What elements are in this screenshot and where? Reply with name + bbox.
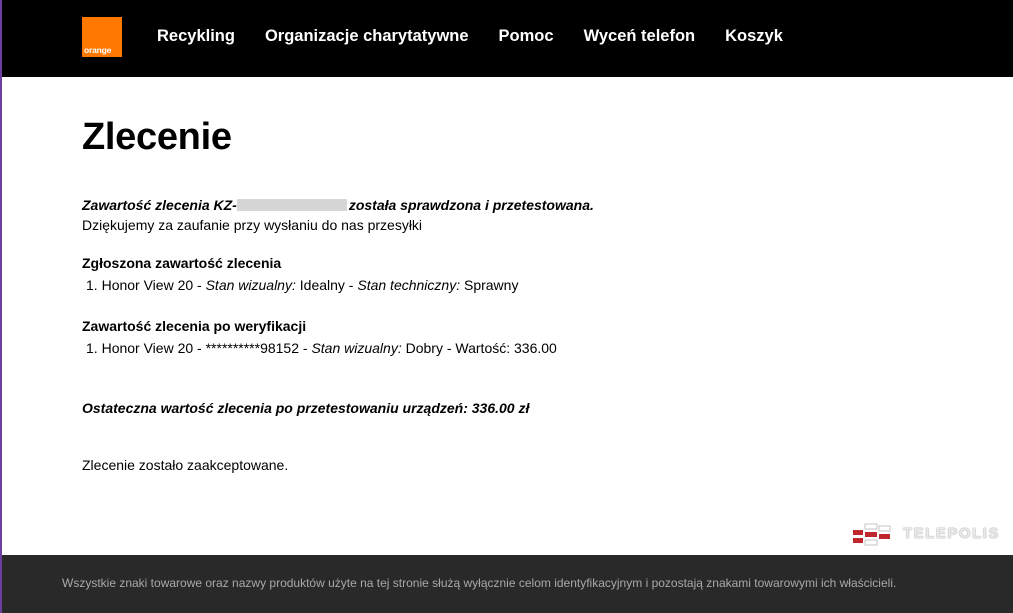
main-menu	[157, 26, 783, 46]
declared-contents-heading: Zgłoszona zawartość zlecenia	[82, 255, 282, 271]
visual-condition-value: Idealny -	[295, 277, 358, 293]
footer	[0, 555, 1013, 613]
nav-organizacje-charytatywne[interactable]: Organizacje charytatywne	[264, 27, 469, 45]
order-accepted-message: Zlecenie zostało zaakceptowane.	[82, 457, 289, 473]
page-title: Zlecenie	[82, 116, 232, 158]
list-item	[82, 277, 518, 293]
top-navigation-bar	[0, 0, 1013, 77]
verified-contents-heading: Zawartość zlecenia po weryfikacji	[82, 318, 307, 334]
item-number: 1.	[86, 340, 98, 356]
telepolis-watermark	[853, 522, 1000, 550]
orange-logo[interactable]	[82, 17, 122, 57]
final-order-value: Ostateczna wartość zlecenia po przetestowaniu urządzeń: 336.00 zł	[82, 400, 530, 416]
item-model: Honor View 20 -	[101, 277, 206, 293]
thank-you-message: Dziękujemy za zaufanie przy wysłaniu do nas przesyłki	[82, 217, 423, 233]
logo-text: orange	[84, 45, 112, 55]
order-status-line	[82, 197, 594, 213]
order-content	[82, 115, 962, 473]
technical-condition-label: Stan techniczny:	[357, 277, 461, 293]
visual-condition-value: Dobry - Wartość: 336.00	[401, 340, 557, 356]
window-left-edge	[0, 0, 2, 613]
redacted-order-number	[237, 199, 347, 211]
status-suffix: została sprawdzona i przetestowana.	[348, 197, 594, 213]
item-model-serial: Honor View 20 - **********98152 -	[101, 340, 312, 356]
verified-contents-list	[82, 340, 557, 356]
footer-disclaimer: Wszystkie znaki towarowe oraz nazwy produktów użyte na tej stronie służą wyłącznie celom identyfikacyjnym i pozostają znakami towarowymi ich właścicieli.	[62, 576, 897, 590]
nav-pomoc[interactable]: Pomoc	[498, 27, 554, 45]
declared-contents-list	[82, 277, 518, 293]
visual-condition-label: Stan wizualny:	[311, 340, 402, 356]
technical-condition-value: Sprawny	[460, 277, 519, 293]
status-prefix: Zawartość zlecenia KZ-	[82, 197, 237, 213]
item-number: 1.	[86, 277, 98, 293]
nav-wycen-telefon[interactable]: Wyceń telefon	[583, 27, 696, 45]
visual-condition-label: Stan wizualny:	[205, 277, 296, 293]
telepolis-logo-icon	[853, 522, 891, 548]
nav-koszyk[interactable]: Koszyk	[725, 27, 783, 45]
list-item	[82, 340, 557, 356]
watermark-text: TELEPOLIS	[903, 525, 1000, 542]
nav-recykling[interactable]: Recykling	[157, 27, 235, 45]
